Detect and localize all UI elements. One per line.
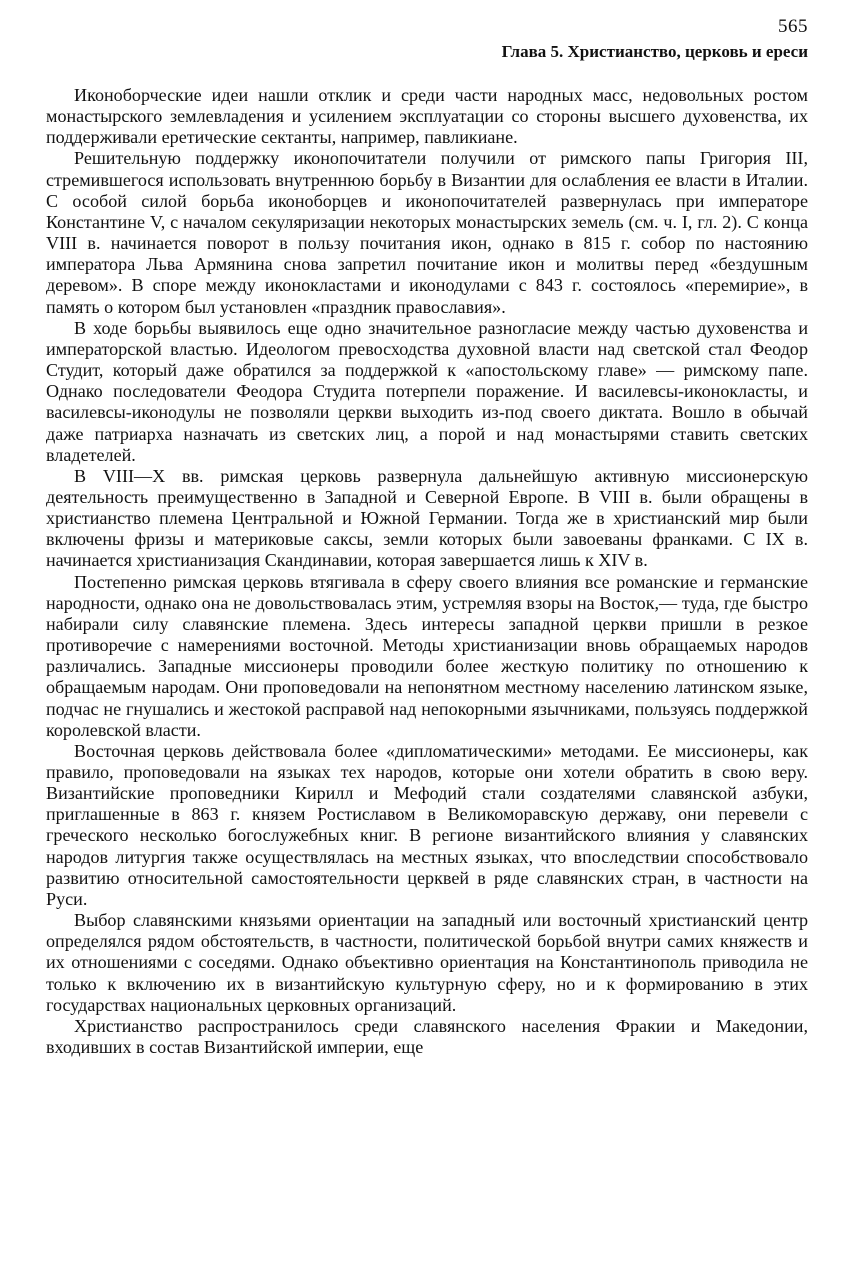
paragraph: Выбор славянскими князьями ориентации на западный или восточный христианский центр определялся рядом обстоятельств, в частности, политической борьбой внутри самих княжеств и их отношениями с соседями. Однако объективно ориентация на Константинополь приводила не только к включению их в византийскую культурную сферу, но и к формированию в этих государствах национальных церковных организаций. (46, 910, 808, 1015)
paragraph: Христианство распространилось среди славянского населения Фракии и Македонии, входивших в состав Византийской империи, еще (46, 1015, 808, 1058)
paragraph: Постепенно римская церковь втягивала в сферу своего влияния все романские и германские народности, однако она не довольствовалась этим, устремляя взоры на Восток,— туда, где быстро набирали силу славянские племена. Здесь интересы западной церкви пришли в резкое противоречие с намерениями восточной. Методы христианизации вновь обращаемых народов различались. Западные миссионеры проводили более жесткую политику по отношению к обращаемым народам. Они проповедовали на непонятном местному населению латинском языке, подчас не гнушались и жестокой расправой над непокорными язычниками, пользуясь поддержкой королевской власти. (46, 571, 808, 740)
page-number: 565 (778, 16, 808, 37)
paragraph: В ходе борьбы выявилось еще одно значительное разногласие между частью духовенства и императорской властью. Идеологом превосходства духовной власти над светской стал Феодор Студит, который даже обратился за поддержкой к «апостольскому главе» — римскому папе. Однако последователи Феодора Студита потерпели поражение. И василевсы-иконокласты, и василевсы-иконодулы не позволяли церкви выходить из-под своего диктата. Вошло в обычай даже патриарха назначать из светских лиц, а порой и над монастырями ставить светских владетелей. (46, 317, 808, 465)
paragraph: Восточная церковь действовала более «дипломатическими» методами. Ее миссионеры, как правило, проповедовали на языках тех народов, которые они хотели обратить в свою веру. Византийские проповедники Кирилл и Мефодий стали создателями славянской азбуки, приглашенные в 863 г. князем Ростиславом в Великоморавскую державу, они перевели с греческого несколько богослужебных книг. В регионе византийского влияния у славянских народов литургия также осуществлялась на местных языках, что впоследствии способствовало развитию относительной самостоятельности церквей в ряде славянских стран, в частности на Руси. (46, 740, 808, 909)
paragraph: Решительную поддержку иконопочитатели получили от римского папы Григория III, стремившегося использовать внутреннюю борьбу в Византии для ослабления ее власти в Италии. С особой силой борьба иконоборцев и иконопочитателей развернулась при императоре Константине V, с началом секуляризации некоторых монастырских земель (см. ч. I, гл. 2). С конца VIII в. начинается поворот в пользу почитания икон, однако в 815 г. собор по настоянию императора Льва Армянина снова запретил почитание икон и молитвы перед «бездушным деревом». В споре между иконокластами и иконодулами с 843 г. состоялось «перемирие», в память о котором был установлен «праздник православия». (46, 148, 808, 317)
paragraph: В VIII—X вв. римская церковь развернула дальнейшую активную миссионерскую деятельность преимущественно в Западной и Северной Европе. В VIII в. были обращены в христианство племена Центральной и Южной Германии. Тогда же в христианский мир были включены фризы и материковые саксы, земли которых были завоеваны франками. С IX в. начинается христианизация Скандинавии, которая завершается лишь к XIV в. (46, 465, 808, 571)
body-text (46, 85, 808, 1058)
paragraph: Иконоборческие идеи нашли отклик и среди части народных масс, недовольных ростом монастырского землевладения и усилением эксплуатации со стороны высшего духовенства, их поддерживали еретические сектанты, например, павликиане. (46, 85, 808, 148)
running-head: Глава 5. Христианство, церковь и ереси (501, 42, 808, 61)
